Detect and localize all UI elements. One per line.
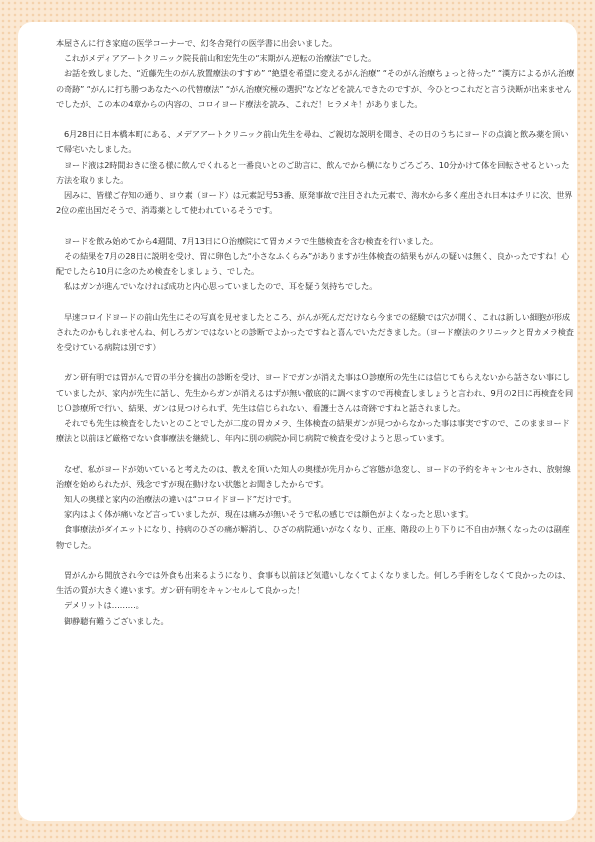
paragraph: 早速コロイドヨードの前山先生にその写真を見せましたところ、がんが死んだだけなら今までの経験では穴が開く、これは新しい細胞が形成されたのかもしれませんね、何しろガンではないとの診断でよかったですねと喜んでいただきました。（ヨード療法のクリニックと胃カメラ検査を受けている病院は別です） — [56, 311, 574, 353]
paragraph: お話を致しました、“近藤先生のがん放置療法のすすめ” “絶望を希望に変えるがん治療” “そのがん治療ちょっと待った” “漢方によるがん治療の奇跡” “がんに打ち勝つあなたへの代替療法” “がん治療究極の選択”などなどを読んできたのですが、今ひとつこれだと言う決断が出来ませんでしたが、この本の4章からの内容の、コロイヨード療法を読み、これだ！ヒラメキ！がありました。 — [56, 68, 575, 109]
paragraph: ヨード液は2時間おきに塗る様に飲んでくれると一番良いとのご助言に、飲んでから横になりごろごろ、10分かけて体を回転させるといった方法を取りました。 — [56, 159, 570, 185]
paragraph: 食事療法がダイエットになり、持病のひざの痛が解消し、ひざの病院通いがなくなり、正座、階段の上り下りに不自由が無くなったのは副産物でした。 — [56, 524, 570, 550]
paragraph: 家内はよく体が痛いなど言っていましたが、現在は痛みが無いそうで私の感じでは顔色がよくなったと思います。 — [64, 509, 474, 520]
paragraph: なぜ、私がヨードが効いていると考えたのは、教えを頂いた知人の奥様が先月からご容態が急変し、ヨードの予約をキャンセルされ、放射線治療を始められたが、残念ですが現在動けない状態とお聞きしたからです。 — [56, 463, 571, 489]
paragraph: その結果を7月の28日に説明を受け、胃に卵色した“小さなふくらみ”がありますが生体検査の結果もがんの疑いは無く、良かったですね！心配でしたら10月に念のため検査をしましょう、でした。 — [56, 250, 570, 277]
document-page — [18, 22, 577, 821]
paragraph: ヨードを飲み始めてから4週間、7月13日にＯ治療院にて胃カメラで生態検査を含む検査を行いました。 — [64, 235, 438, 246]
paragraph: 知人の奥様と家内の治療法の違いは“コロイドヨード”だけです。 — [64, 494, 297, 505]
paragraph: デメリットは………。 — [64, 600, 144, 611]
paragraph: 本屋さんに行き家庭の医学コーナーで、幻冬舎発行の医学書に出会いました。 — [56, 38, 338, 48]
paragraph: 私はガンが進んでいなければ成功と内心思っていましたので、耳を疑う気持ちでした。 — [64, 281, 378, 292]
paragraph: これがメディアアートクリニック院長前山和宏先生の“末期がん逆転の治療法”でした。 — [64, 53, 377, 64]
paragraph: それでも先生は検査をしたいとのことでしたが二度の胃カメラ、生体検査の結果ガンが見つからなかった事は事実ですので、このままヨード療法と以前ほど厳格でない食事療法を継続し、年内に別の病院か同じ病院で検査を受けようと思っています。 — [56, 418, 570, 444]
paragraph: 胃がんから開放され今では外食も出来るようになり、食事も以前ほど気遣いしなくてよくなりました。何しろ手術をしなくて良かったのは、生活の質が大きく違います。ガン研有明をキャンセルして良かった！ — [56, 570, 571, 596]
document-body — [56, 36, 576, 629]
paragraph: 因みに、皆様ご存知の通り、ヨウ素（ヨード）は元素記号53番、原発事故で注目された元素で、海水から多く産出され日本はチリに次、世界2位の産出国だそうで、消毒薬として使われているそうです。 — [56, 190, 573, 216]
paragraph: ガン研有明では胃がんで胃の半分を摘出の診断を受け、ヨードでガンが消えた事はＯ診療所の先生には信じてもらえないから話さない事にしていましたが、家内が先生に話し、先生からガンが消えるはずが無い徹底的に調べますので再検査しましょうと言われ、9月の2日に再検査を同じＯ診療所で行い、結果、ガンは見つけられず、先生は信じられない、看護士さんは奇跡ですねと話されました。 — [56, 372, 573, 413]
paragraph: 御静聴有難うございました。 — [64, 615, 169, 626]
paragraph: 6月28日に日本橋本町にある、メデアアートクリニック前山先生を尋ね、ご親切な説明を聞き、その日のうちにヨードの点滴と飲み薬を頂いて帰宅いたしました。 — [56, 129, 569, 155]
